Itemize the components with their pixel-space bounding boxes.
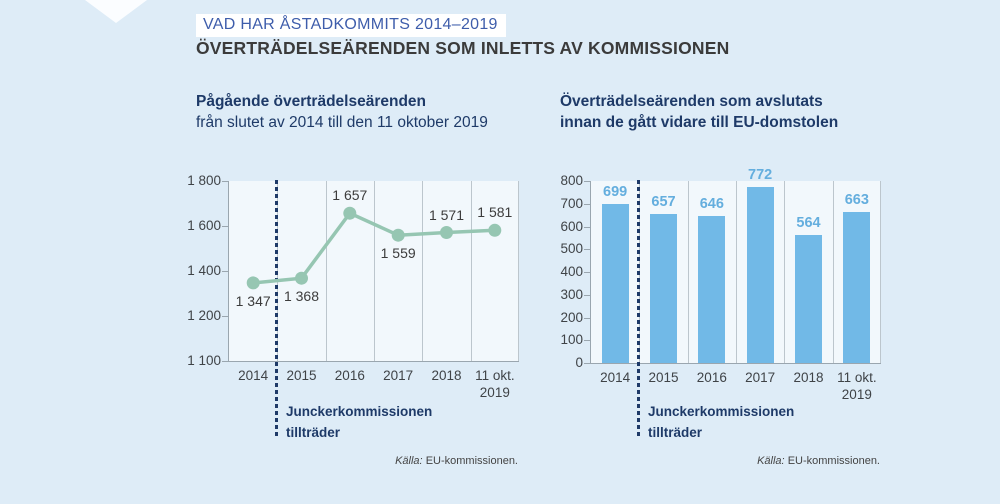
y-tick-label: 300 [560, 286, 583, 302]
data-point-label: 1 657 [332, 187, 368, 204]
data-point [343, 207, 356, 220]
data-point [392, 229, 405, 242]
x-tick-label: 2016 [696, 370, 727, 385]
bar-chart-title-line1: Överträdelseärenden som avslutats [560, 93, 823, 110]
source-line-right [660, 455, 880, 467]
y-tick-label: 100 [560, 332, 583, 348]
bar-value-label: 772 [748, 167, 773, 184]
bar-chart-title-line2: innan de gått vidare till EU-domstolen [560, 114, 839, 131]
axis-tick [584, 249, 591, 250]
data-point-label: 1 368 [283, 288, 320, 305]
x-tick-label: 2015 [648, 370, 679, 385]
x-tick-label: 2018 [431, 368, 462, 383]
data-point-label: 1 559 [380, 245, 416, 262]
x-tick-label: 2014 [238, 368, 269, 383]
bar-value-label: 564 [796, 214, 821, 231]
y-tick-label: 1 100 [187, 353, 221, 368]
dotted-timeline-marker [637, 180, 640, 438]
y-tick-label: 0 [575, 355, 583, 370]
eyebrow-label: VAD HAR ÅSTADKOMMITS 2014–2019 [196, 14, 506, 37]
axis-tick [584, 318, 591, 319]
bar [747, 187, 774, 363]
y-tick-label: 500 [560, 241, 583, 257]
data-point-label: 1 571 [428, 206, 465, 223]
bar-chart-plot [560, 167, 881, 402]
bar [698, 216, 725, 363]
page-title: ÖVERTRÄDELSEÄRENDEN SOM INLETTS AV KOMMISSIONEN [196, 38, 730, 58]
data-point [295, 272, 308, 285]
y-tick-label: 800 [560, 173, 583, 188]
axis-tick [584, 272, 591, 273]
y-tick-label: 1 200 [187, 308, 221, 323]
axis-tick [222, 271, 229, 272]
axis-tick [222, 316, 229, 317]
line-chart-plot [187, 173, 519, 400]
x-tick-label: 11 okt. 2019 [837, 370, 877, 402]
axis-tick [584, 295, 591, 296]
chevron-down-icon [85, 0, 147, 23]
annotation-line: tillträder [286, 424, 341, 440]
bar-value-label: 699 [603, 183, 628, 200]
axis-tick [584, 204, 591, 205]
axis-tick [584, 181, 591, 182]
axis-tick [222, 226, 229, 227]
y-tick-label: 1 800 [187, 173, 221, 188]
data-point-label: 1 347 [235, 292, 271, 309]
y-tick-label: 400 [560, 264, 583, 279]
data-point-label: 1 581 [477, 204, 513, 221]
axis-tick [584, 340, 591, 341]
x-tick-label: 2017 [383, 368, 414, 383]
axis-tick [222, 361, 229, 362]
x-tick-label: 2018 [793, 370, 824, 385]
grid-line [880, 181, 881, 363]
data-point [440, 226, 453, 239]
bar-value-label: 646 [699, 196, 724, 213]
x-tick-label: 11 okt. 2019 [475, 368, 515, 400]
y-tick-label: 200 [560, 309, 583, 325]
data-point [488, 224, 501, 237]
x-tick-label: 2017 [745, 370, 776, 385]
source-line-left [298, 455, 518, 467]
bar-value-label: 663 [844, 192, 869, 209]
bar [795, 235, 822, 363]
y-tick-label: 1 400 [187, 263, 221, 278]
annotation-line: Junckerkommissionen [286, 404, 433, 419]
y-tick-label: 1 600 [187, 218, 221, 233]
source-text: EU-kommissionen. [787, 455, 880, 467]
source-label: Källa: [395, 455, 423, 467]
line-chart-subtitle: från slutet av 2014 till den 11 oktober 2019 [196, 114, 488, 131]
x-tick-label: 2016 [334, 368, 365, 383]
axis-tick [584, 227, 591, 228]
data-point [247, 276, 260, 289]
source-label: Källa: [757, 455, 785, 467]
grid-line [784, 181, 785, 363]
y-tick-label: 700 [560, 195, 583, 211]
bar-value-label: 657 [651, 193, 676, 210]
grid-line [833, 181, 834, 363]
juncker-annotation-right [648, 402, 794, 444]
axis-tick [222, 181, 229, 182]
bar [650, 214, 677, 364]
x-tick-label: 2014 [600, 370, 631, 385]
line-chart-title: Pågående överträdelseärenden [196, 93, 427, 110]
annotation-line: tillträder [648, 424, 703, 440]
bar [843, 212, 870, 363]
axis-tick [584, 363, 591, 364]
x-tick-label: 2015 [286, 368, 317, 383]
juncker-annotation-left [286, 402, 432, 444]
source-text: EU-kommissionen. [425, 455, 518, 467]
bar [602, 204, 629, 363]
annotation-line: Junckerkommissionen [648, 404, 795, 419]
y-tick-label: 600 [560, 218, 583, 234]
